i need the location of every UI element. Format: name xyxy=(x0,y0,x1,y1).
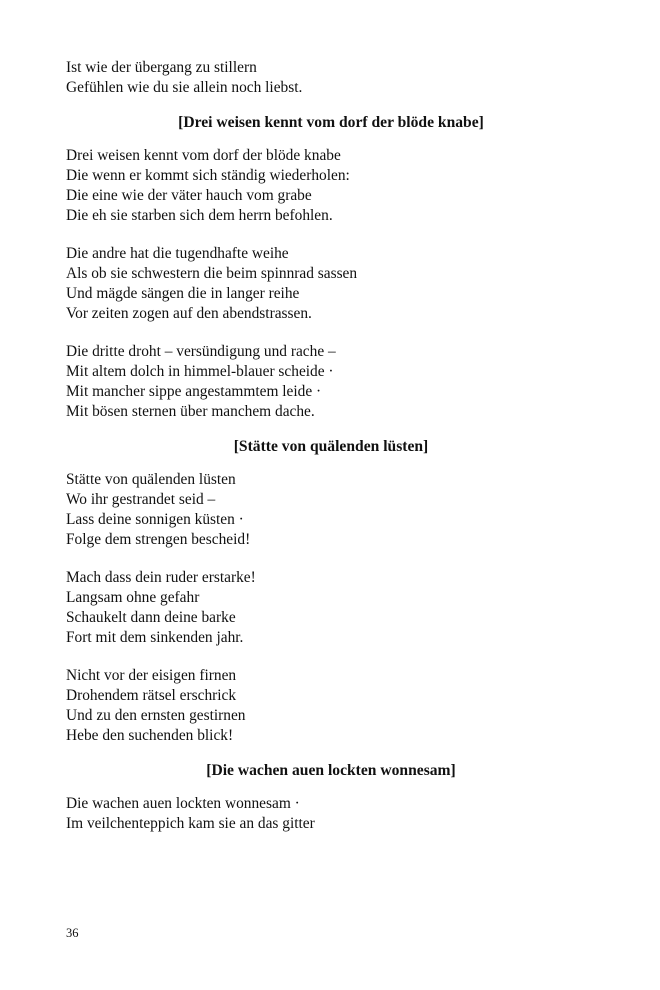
poem-stanza xyxy=(66,146,596,226)
verse-line: Die eh sie starben sich dem herrn befohlen. xyxy=(66,207,333,224)
verse-line: Ist wie der übergang zu stillern xyxy=(66,59,257,76)
verse-line: Und zu den ernsten gestirnen xyxy=(66,707,246,724)
verse-line: Langsam ohne gefahr xyxy=(66,589,200,606)
verse-line: Die andre hat die tugendhafte weihe xyxy=(66,245,289,262)
verse-line: Mit bösen sternen über manchem dache. xyxy=(66,403,315,420)
verse-line: Schaukelt dann deine barke xyxy=(66,609,236,626)
verse-line: Mach dass dein ruder erstarke! xyxy=(66,569,256,586)
verse-line: Die wachen auen lockten wonnesam · xyxy=(66,795,300,812)
page-number: 36 xyxy=(66,926,79,940)
poem-stanza xyxy=(66,470,596,550)
poem-stanza xyxy=(66,342,596,422)
verse-line: Drohendem rätsel erschrick xyxy=(66,687,237,704)
page-body xyxy=(66,58,596,834)
poem-stanza xyxy=(66,568,596,648)
verse-line: Hebe den suchenden blick! xyxy=(66,727,234,744)
verse-line: Die eine wie der väter hauch vom grabe xyxy=(66,187,312,204)
verse-line: Nicht vor der eisigen firnen xyxy=(66,667,237,684)
verse-line: Fort mit dem sinkenden jahr. xyxy=(66,629,244,646)
verse-line: Folge dem strengen bescheid! xyxy=(66,531,251,548)
verse-line: Wo ihr gestrandet seid – xyxy=(66,491,216,508)
verse-line: Mit altem dolch in himmel-blauer scheide · xyxy=(66,363,334,380)
verse-line: Gefühlen wie du sie allein noch liebst. xyxy=(66,79,303,96)
verse-line: Drei weisen kennt vom dorf der blöde knabe xyxy=(66,147,341,164)
verse-line: Im veilchenteppich kam sie an das gitter xyxy=(66,815,315,832)
verse-line: Stätte von quälenden lüsten xyxy=(66,471,236,488)
poem-title: [Stätte von quälenden lüsten] xyxy=(233,438,429,455)
poem-stanza xyxy=(66,794,596,834)
verse-line: Die dritte droht – versündigung und rache – xyxy=(66,343,336,360)
poem-title: [Die wachen auen lockten wonnesam] xyxy=(206,762,456,779)
verse-line: Die wenn er kommt sich ständig wiederholen: xyxy=(66,167,350,184)
verse-line: Als ob sie schwestern die beim spinnrad sassen xyxy=(66,265,358,282)
verse-line: Mit mancher sippe angestammtem leide · xyxy=(66,383,322,400)
continuation-stanza xyxy=(66,58,596,98)
verse-line: Lass deine sonnigen küsten · xyxy=(66,511,244,528)
poem-title: [Drei weisen kennt vom dorf der blöde knabe] xyxy=(178,114,484,131)
verse-line: Und mägde sängen die in langer reihe xyxy=(66,285,300,302)
poem-stanza xyxy=(66,244,596,324)
poem-stanza xyxy=(66,666,596,746)
verse-line: Vor zeiten zogen auf den abendstrassen. xyxy=(66,305,312,322)
